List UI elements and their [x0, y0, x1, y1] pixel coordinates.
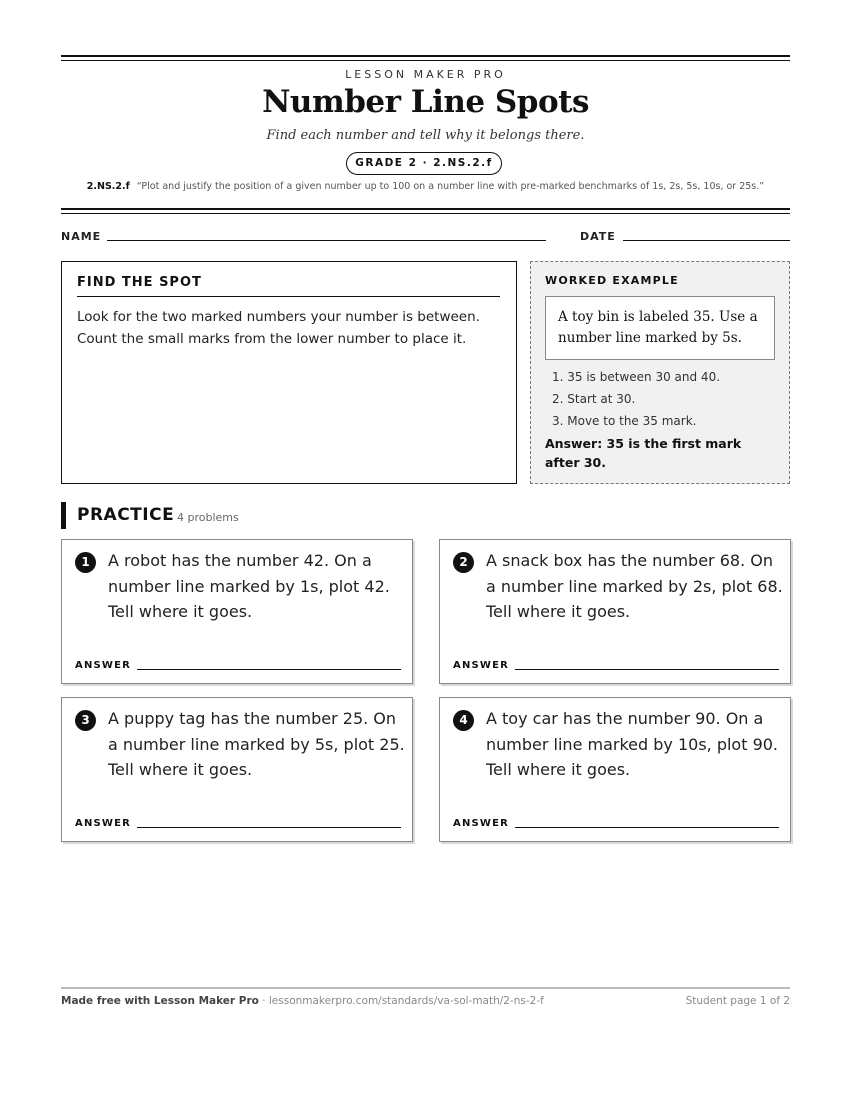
problem-number-badge: 4 — [453, 710, 474, 731]
worked-example-steps — [552, 366, 720, 432]
answer-label: ANSWER — [75, 660, 132, 671]
grade-badge: GRADE 2 · 2.NS.2.f — [346, 152, 502, 175]
problem-number-badge: 3 — [75, 710, 96, 731]
problem-card-3 — [61, 697, 413, 842]
answer-field[interactable] — [515, 827, 779, 828]
date-label: DATE — [580, 230, 616, 243]
worked-example-problem: A toy bin is labeled 35. Use a number line marked by 5s. — [545, 296, 775, 360]
name-label: NAME — [61, 230, 102, 243]
answer-field[interactable] — [515, 669, 779, 670]
problem-card-1 — [61, 539, 413, 684]
page-title: Number Line Spots — [262, 84, 589, 120]
footer-rule — [61, 987, 790, 989]
problem-text: A snack box has the number 68. On a number line marked by 2s, plot 68. Tell where it goes. — [486, 551, 783, 621]
footer-page-number: Student page 1 of 2 — [685, 995, 790, 1007]
problem-card-4 — [439, 697, 791, 842]
footer-credit — [61, 995, 544, 1007]
practice-count: 4 problems — [177, 511, 239, 524]
find-the-spot-title: FIND THE SPOT — [77, 275, 500, 297]
problem-text: A toy car has the number 90. On a number line marked by 10s, plot 90. Tell where it goes. — [486, 709, 779, 779]
problem-text: A puppy tag has the number 25. On a number line marked by 5s, plot 25. Tell where it goes. — [108, 709, 405, 779]
footer-url[interactable]: lessonmakerpro.com/standards/va-sol-math/2-ns-2-f — [268, 995, 544, 1007]
footer-made-with: Made free with Lesson Maker Pro — [61, 995, 259, 1007]
find-the-spot-body: Look for the two marked numbers your number is between. Count the small marks from the lower number to place it. — [77, 309, 480, 347]
answer-label: ANSWER — [453, 660, 510, 671]
practice-accent-bar — [61, 502, 66, 529]
worked-example-step: 1. 35 is between 30 and 40. — [552, 370, 721, 384]
answer-label: ANSWER — [75, 818, 132, 829]
worksheet-page — [61, 0, 790, 1100]
middle-double-rule — [61, 208, 790, 214]
problem-number-badge: 1 — [75, 552, 96, 573]
worked-example-step: 2. Start at 30. — [552, 392, 636, 406]
answer-label: ANSWER — [453, 818, 510, 829]
answer-field[interactable] — [137, 827, 401, 828]
find-the-spot-box — [61, 261, 517, 484]
footer-separator: · — [258, 995, 269, 1007]
date-field[interactable] — [623, 240, 790, 241]
problem-number-badge: 2 — [453, 552, 474, 573]
worked-example-title: WORKED EXAMPLE — [545, 274, 679, 287]
standard-description — [61, 181, 790, 192]
answer-field[interactable] — [137, 669, 401, 670]
top-double-rule — [61, 55, 790, 61]
problem-text: A robot has the number 42. On a number line marked by 1s, plot 42. Tell where it goes. — [108, 551, 390, 621]
standard-text: “Plot and justify the position of a given number up to 100 on a number line with pre-marked benchmarks of 1s, 2s, 5s, 10s, or 25s.” — [136, 181, 765, 192]
brand-name: LESSON MAKER PRO — [345, 68, 506, 81]
standard-code: 2.NS.2.f — [86, 181, 130, 192]
worked-example-step: 3. Move to the 35 mark. — [552, 414, 697, 428]
name-field[interactable] — [107, 240, 546, 241]
page-subtitle: Find each number and tell why it belongs there. — [266, 128, 585, 143]
worked-example-box — [530, 261, 790, 484]
worked-example-answer: Answer: 35 is the first mark after 30. — [545, 436, 742, 470]
practice-heading: PRACTICE — [77, 505, 175, 525]
problem-card-2 — [439, 539, 791, 684]
